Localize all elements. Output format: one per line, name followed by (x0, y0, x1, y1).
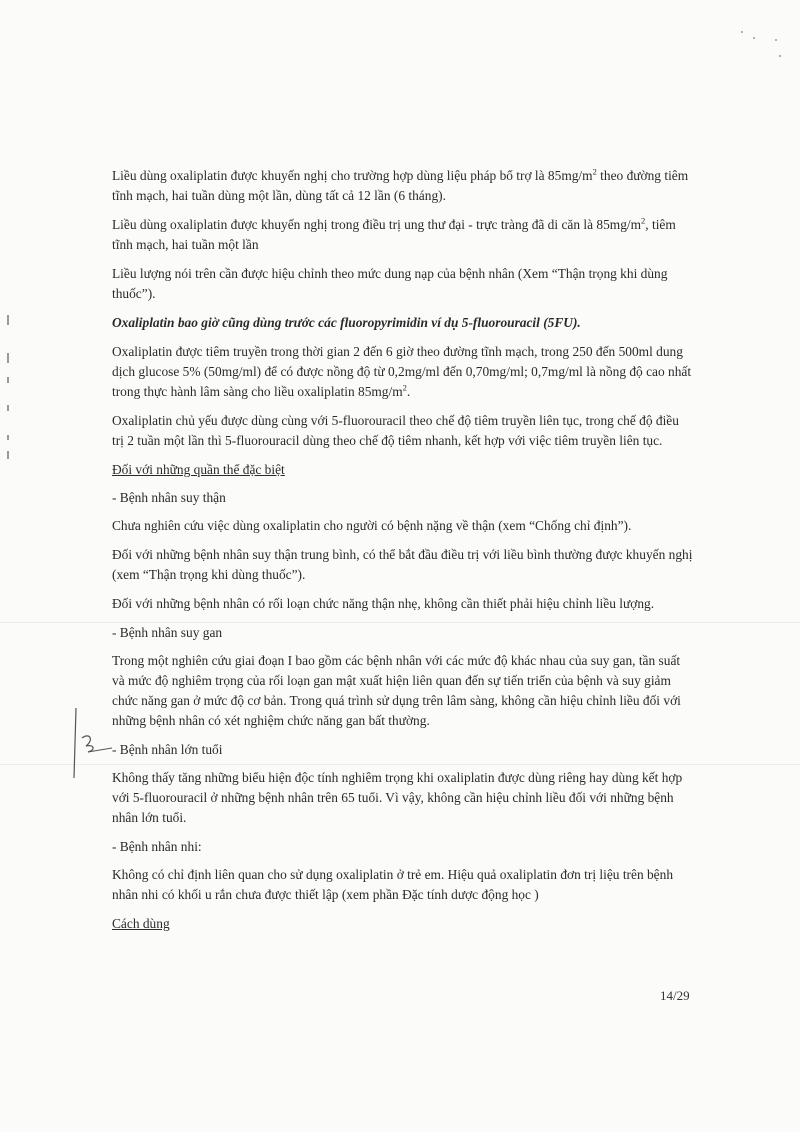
paragraph-renal-moderate: Đối với những bệnh nhân suy thận trung bình, có thể bắt đầu điều trị với liều bình thường được khuyến nghị (xem “Thận trọng khi dùng thuốc”). (112, 547, 693, 582)
paragraph-infusion: Oxaliplatin được tiêm truyền trong thời gian 2 đến 6 giờ theo đường tĩnh mạch, trong 250 đến 500ml dung dịch glucose 5% (50mg/ml) để có được nồng độ từ 0,2mg/ml đến 0,70mg/ml; 0,7mg/ml là nồng độ cao nhất trong thực hành lâm sàng cho liều oxaliplatin $85mg/m^2$. (112, 344, 692, 399)
paragraph-hepatic: Trong một nghiên cứu giai đoạn I bao gồm các bệnh nhân với các mức độ khác nhau của suy gan, tần suất và mức độ nghiêm trọng của rối loạn gan mật xuất hiện liên quan đến sự tiến triển của bệnh và suy giảm chức năng gan ở mức độ cơ bản. Trong quá trình sử dụng trên lâm sàng, không cần hiệu chỉnh liều đối với những bệnh nhân có xét nghiệm chức năng gan bất thường. (112, 653, 681, 728)
binding-marks (4, 315, 18, 475)
paragraph-renal-severe: Chưa nghiên cứu việc dùng oxaliplatin cho người có bệnh nặng về thận (xem “Chống chỉ định”). (112, 518, 632, 533)
scan-specks (735, 25, 785, 65)
section-heading-special-populations: Đối với những quần thể đặc biệt (112, 462, 285, 477)
paragraph-adjuvant-dose: Liều dùng oxaliplatin được khuyến nghị cho trường hợp dùng liệu pháp bổ trợ là $85mg/m^2$ theo đường tiêm tĩnh mạch, hai tuần dùng một lần, dùng tất cả 12 lần (6 tháng). (112, 166, 689, 203)
section-heading-usage: Cách dùng (112, 916, 170, 931)
subheading-renal: - Bệnh nhân suy thận (112, 490, 226, 505)
paragraph-pediatric: Không có chỉ định liên quan cho sử dụng oxaliplatin ở trẻ em. Hiệu quả oxaliplatin đơn trị liệu trên bệnh nhân nhi có khối u rắn chưa được thiết lập (xem phần Đặc tính dược động học ) (112, 867, 674, 902)
paragraph-dose-adjustment: Liều lượng nói trên cần được hiệu chỉnh theo mức dung nạp của bệnh nhân (Xem “Thận trọng khi dùng thuốc”). (112, 266, 668, 301)
paragraph-metastatic-dose: Liều dùng oxaliplatin được khuyến nghị trong điều trị ung thư đại - trực tràng đã di căn là $85mg/m^2$, tiêm tĩnh mạch, hai tuần một lần (112, 215, 676, 252)
subheading-hepatic: - Bệnh nhân suy gan (112, 625, 223, 640)
page-number: 14/29 (660, 988, 690, 1003)
paragraph-combination: Oxaliplatin chủ yếu được dùng cùng với 5-fluorouracil theo chế độ tiêm truyền liên tục, trong chế độ điều trị 2 tuần một lần thì 5-fluorouracil dùng theo chế độ tiêm nhanh, kết hợp với việc tiêm truyền liên tục. (112, 413, 679, 448)
subheading-pediatric: - Bệnh nhân nhi: (112, 839, 202, 854)
paragraph-renal-mild: Đối với những bệnh nhân có rối loạn chức năng thận nhẹ, không cần thiết phải hiệu chỉnh liều lượng. (112, 596, 655, 611)
paragraph-emphasis: Oxaliplatin bao giờ cũng dùng trước các fluoropyrimidin ví dụ 5-fluorouracil (5FU). (112, 315, 581, 330)
subheading-elderly: - Bệnh nhân lớn tuổi (112, 742, 223, 757)
paragraph-elderly: Không thấy tăng những biểu hiện độc tính nghiêm trọng khi oxaliplatin được dùng riêng hay dùng kết hợp với 5-fluorouracil ở những bệnh nhân trên 65 tuổi. Vì vậy, không cần hiệu chỉnh liều đối với những bệnh nhân lớn tuổi. (112, 770, 683, 825)
document-body (112, 166, 694, 943)
